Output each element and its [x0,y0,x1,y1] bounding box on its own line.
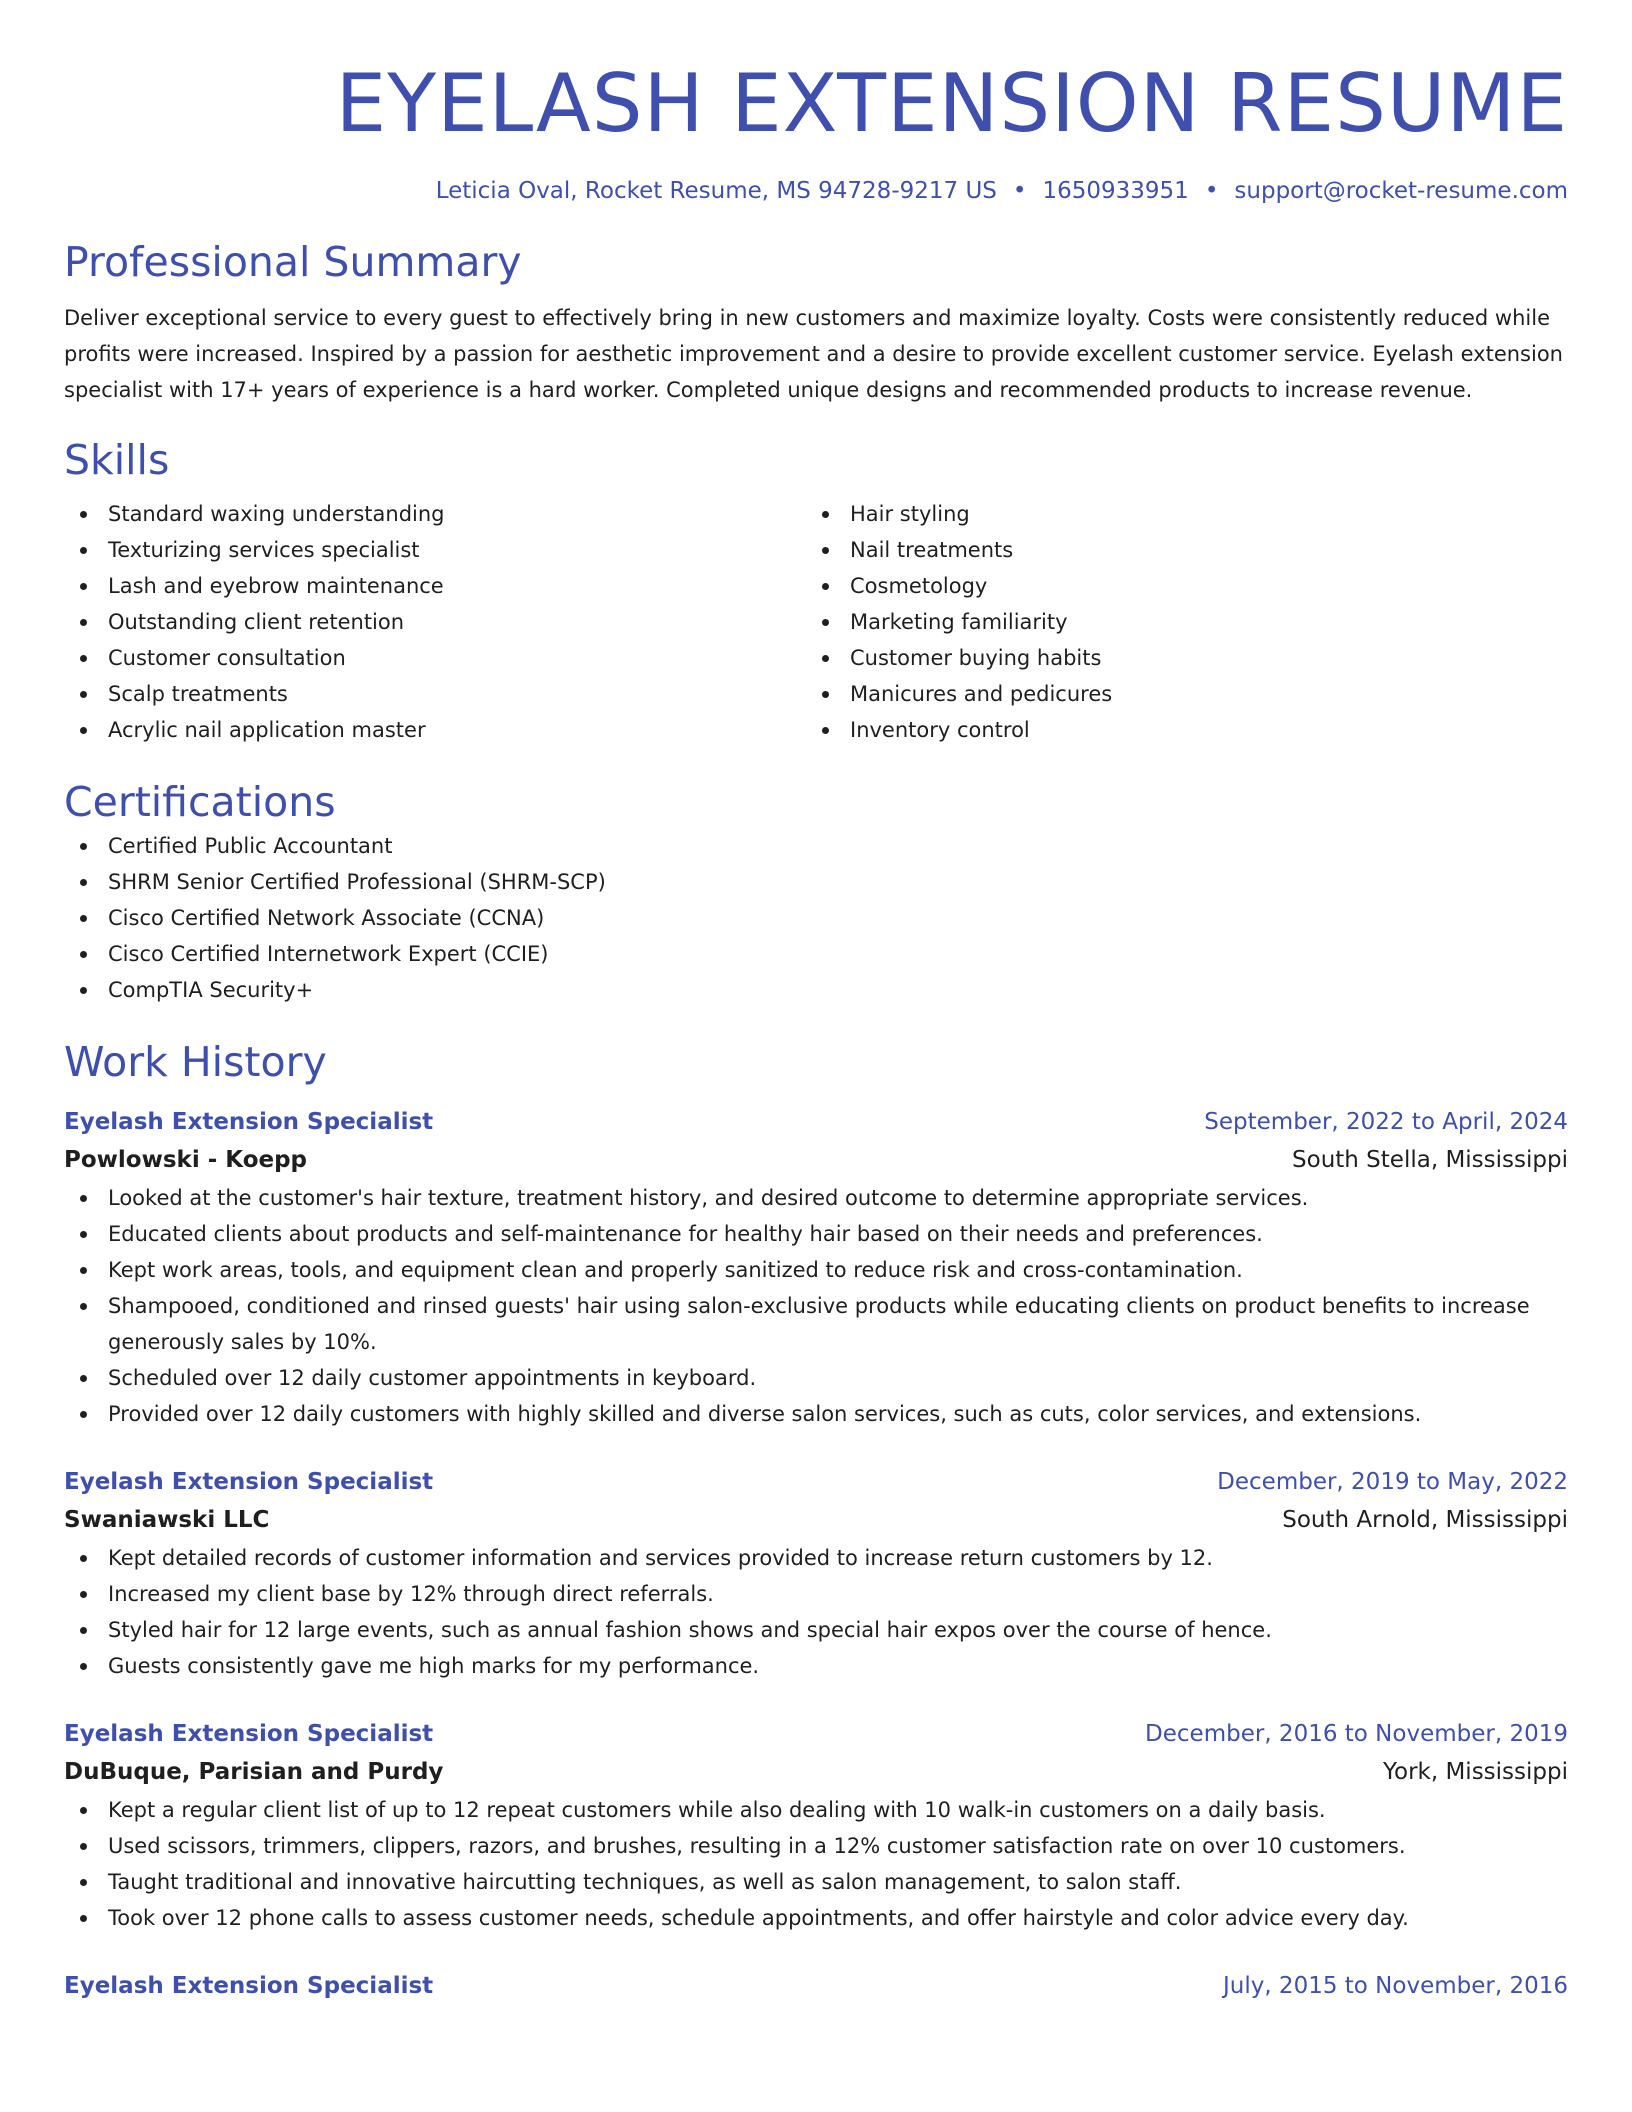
skills-list-right [806,496,1548,748]
job-bullet: Scheduled over 12 daily customer appointments in keyboard. [64,1360,1568,1396]
job-title: Eyelash Extension Specialist [64,1973,434,1999]
job-entry [64,1968,1568,2004]
job-title: Eyelash Extension Specialist [64,1721,434,1747]
job-bullet: Kept a regular client list of up to 12 repeat customers while also dealing with 10 walk-in customers on a daily basis. [64,1792,1568,1828]
skill-item: Manicures and pedicures [806,676,1548,712]
skill-item: Texturizing services specialist [64,532,806,568]
job-bullet: Styled hair for 12 large events, such as annual fashion shows and special hair expos over the course of hence. [64,1612,1568,1648]
job-bullet: Looked at the customer's hair texture, treatment history, and desired outcome to determine appropriate services. [64,1180,1568,1216]
contact-separator: • [1012,178,1027,204]
job-location: South Stella, Mississippi [1292,1147,1568,1173]
skill-item: Cosmetology [806,568,1548,604]
job-bullet: Kept work areas, tools, and equipment clean and properly sanitized to reduce risk and cross-contamination. [64,1252,1568,1288]
resume-title: EYELASH EXTENSION RESUME [335,57,1568,150]
section-heading-summary: Professional Summary [64,238,522,286]
job-bullet: Kept detailed records of customer information and services provided to increase return customers by 12. [64,1540,1568,1576]
job-bullets [64,1180,1568,1432]
job-bullets [64,1540,1568,1684]
resume-header [64,54,1568,206]
skill-item: Inventory control [806,712,1548,748]
contact-separator: • [1204,178,1219,204]
skill-item: Customer consultation [64,640,806,676]
certification-item: CompTIA Security+ [64,972,1568,1008]
contact-address: Leticia Oval, Rocket Resume, MS 94728-9217 US [435,178,997,204]
job-dates: July, 2015 to November, 2016 [1222,1973,1568,1999]
job-entry [64,1464,1568,1684]
job-dates: September, 2022 to April, 2024 [1204,1109,1568,1135]
job-bullets [64,1792,1568,1936]
certification-item: Cisco Certified Network Associate (CCNA) [64,900,1568,936]
job-bullet: Took over 12 phone calls to assess customer needs, schedule appointments, and offer hairstyle and color advice every day. [64,1900,1568,1936]
job-bullet: Guests consistently gave me high marks for my performance. [64,1648,1568,1684]
skill-item: Customer buying habits [806,640,1548,676]
skill-item: Nail treatments [806,532,1548,568]
contact-phone: 1650933951 [1042,178,1189,204]
job-bullet: Shampooed, conditioned and rinsed guests' hair using salon-exclusive products while educating clients on product benefits to increase generously sales by 10%. [64,1288,1568,1360]
professional-summary-section [64,236,1568,408]
certification-item: Cisco Certified Internetwork Expert (CCIE) [64,936,1568,972]
summary-text: Deliver exceptional service to every guest to effectively bring in new customers and maximize loyalty. Costs were consistently reduced while profits were increased. Inspired by a passion for aesthetic improvement and a desire to provide excellent customer service. Eyelash extension specialist with 17+ years of experience is a hard worker. Completed unique designs and recommended products to increase revenue. [64,306,1563,402]
skill-item: Outstanding client retention [64,604,806,640]
job-dates: December, 2019 to May, 2022 [1217,1469,1568,1495]
skill-item: Scalp treatments [64,676,806,712]
job-bullet: Educated clients about products and self-maintenance for healthy hair based on their needs and preferences. [64,1216,1568,1252]
skills-section [64,434,1568,748]
job-entry [64,1716,1568,1936]
job-bullet: Provided over 12 daily customers with highly skilled and diverse salon services, such as cuts, color services, and extensions. [64,1396,1568,1432]
skills-list-left [64,496,806,748]
job-company: Powlowski - Koepp [64,1147,308,1173]
certifications-section [64,776,1568,1008]
job-bullet: Increased my client base by 12% through direct referrals. [64,1576,1568,1612]
skill-item: Hair styling [806,496,1548,532]
section-heading-skills: Skills [64,436,170,484]
section-heading-work-history: Work History [64,1038,327,1086]
certification-item: SHRM Senior Certified Professional (SHRM-SCP) [64,864,1568,900]
skill-item: Lash and eyebrow maintenance [64,568,806,604]
job-bullet: Used scissors, trimmers, clippers, razors, and brushes, resulting in a 12% customer satisfaction rate on over 10 customers. [64,1828,1568,1864]
certifications-list [64,828,1568,1008]
skills-columns [64,496,1568,748]
job-location: South Arnold, Mississippi [1282,1507,1568,1533]
section-heading-certifications: Certifications [64,778,336,826]
job-bullet: Taught traditional and innovative haircutting techniques, as well as salon management, to salon staff. [64,1864,1568,1900]
job-entry [64,1104,1568,1432]
resume-page [64,0,1568,2112]
certification-item: Certified Public Accountant [64,828,1568,864]
job-location: York, Mississippi [1383,1759,1568,1785]
work-history-section [64,1036,1568,2004]
job-company: DuBuque, Parisian and Purdy [64,1759,444,1785]
job-title: Eyelash Extension Specialist [64,1109,434,1135]
job-dates: December, 2016 to November, 2019 [1145,1721,1568,1747]
skill-item: Acrylic nail application master [64,712,806,748]
contact-line [64,176,1568,206]
skill-item: Standard waxing understanding [64,496,806,532]
job-title: Eyelash Extension Specialist [64,1469,434,1495]
contact-email: support@rocket-resume.com [1234,178,1568,204]
job-company: Swaniawski LLC [64,1507,270,1533]
skill-item: Marketing familiarity [806,604,1548,640]
